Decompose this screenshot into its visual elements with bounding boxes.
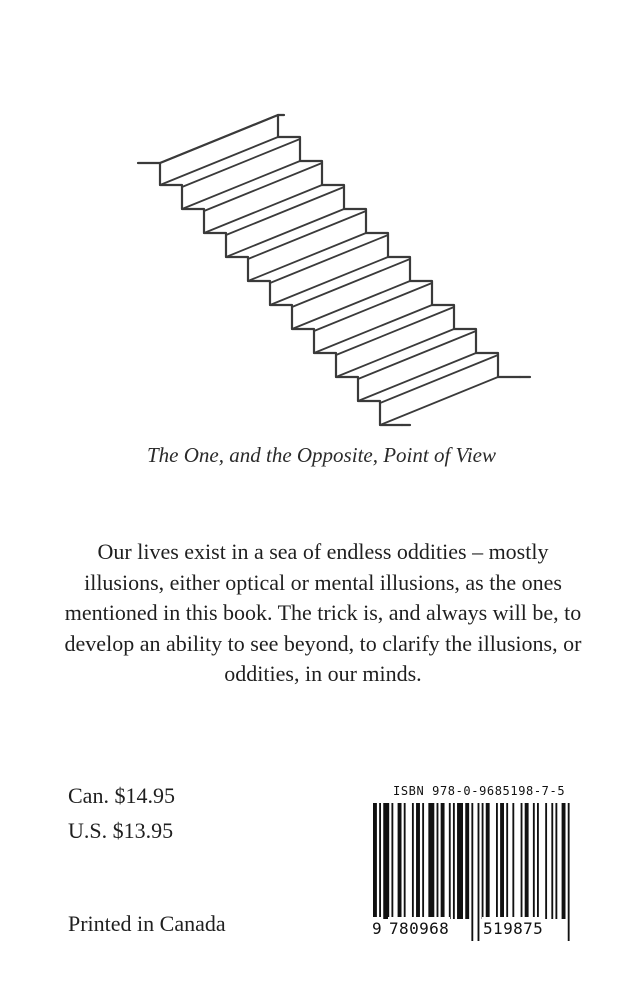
barcode-bar bbox=[457, 803, 463, 919]
barcode-digits-right: 519875 bbox=[482, 917, 544, 941]
barcode-bar bbox=[465, 803, 469, 919]
barcode-bar bbox=[496, 803, 498, 919]
barcode-bar bbox=[551, 803, 553, 919]
barcode-bar bbox=[437, 803, 439, 919]
isbn-label: ISBN 978-0-9685198-7-5 bbox=[393, 784, 566, 798]
barcode-bar bbox=[383, 803, 389, 919]
barcode-bar bbox=[486, 803, 490, 919]
barcode-bar bbox=[482, 803, 484, 919]
barcode-digits-left: 780968 bbox=[388, 917, 450, 941]
barcode-bar bbox=[545, 803, 547, 919]
price-canada: Can. $14.95 bbox=[68, 783, 175, 808]
barcode-bar bbox=[453, 803, 455, 919]
barcode-bar bbox=[412, 803, 414, 919]
price-us: U.S. $13.95 bbox=[68, 818, 174, 843]
barcode-digits bbox=[371, 917, 577, 943]
barcode-bar bbox=[521, 803, 523, 919]
barcode-bar bbox=[398, 803, 402, 919]
barcode-bar bbox=[533, 803, 535, 919]
barcode-bar bbox=[449, 803, 451, 919]
barcode-bar bbox=[391, 803, 393, 919]
barcode-bar bbox=[537, 803, 539, 919]
barcode-bar bbox=[512, 803, 514, 919]
barcode-bar bbox=[525, 803, 529, 919]
barcode-bar bbox=[428, 803, 434, 919]
barcode-bar bbox=[562, 803, 566, 919]
stair-bottom-landing bbox=[402, 377, 530, 425]
barcode-digit-lead: 9 bbox=[371, 917, 383, 941]
stair-top-landing bbox=[138, 115, 284, 163]
barcode-bar bbox=[404, 803, 406, 919]
staircase-illustration bbox=[0, 0, 643, 440]
barcode-bar bbox=[506, 803, 508, 919]
barcode-bar bbox=[422, 803, 424, 919]
back-cover-blurb: Our lives exist in a sea of endless oddities – mostly illusions, either optical or mental illusions, as the ones mentioned in this book. The trick is, and always will be, to develop an ability to see beyond, to clarify the illusions, or oddities, in our minds. bbox=[64, 539, 582, 686]
printed-in-label: Printed in Canada bbox=[68, 911, 226, 936]
barcode-bar bbox=[379, 803, 381, 919]
barcode-bar bbox=[555, 803, 557, 919]
illustration-caption: The One, and the Opposite, Point of View bbox=[147, 443, 496, 467]
barcode-bar bbox=[416, 803, 420, 919]
barcode-bar bbox=[441, 803, 445, 919]
barcode-bar bbox=[500, 803, 504, 919]
